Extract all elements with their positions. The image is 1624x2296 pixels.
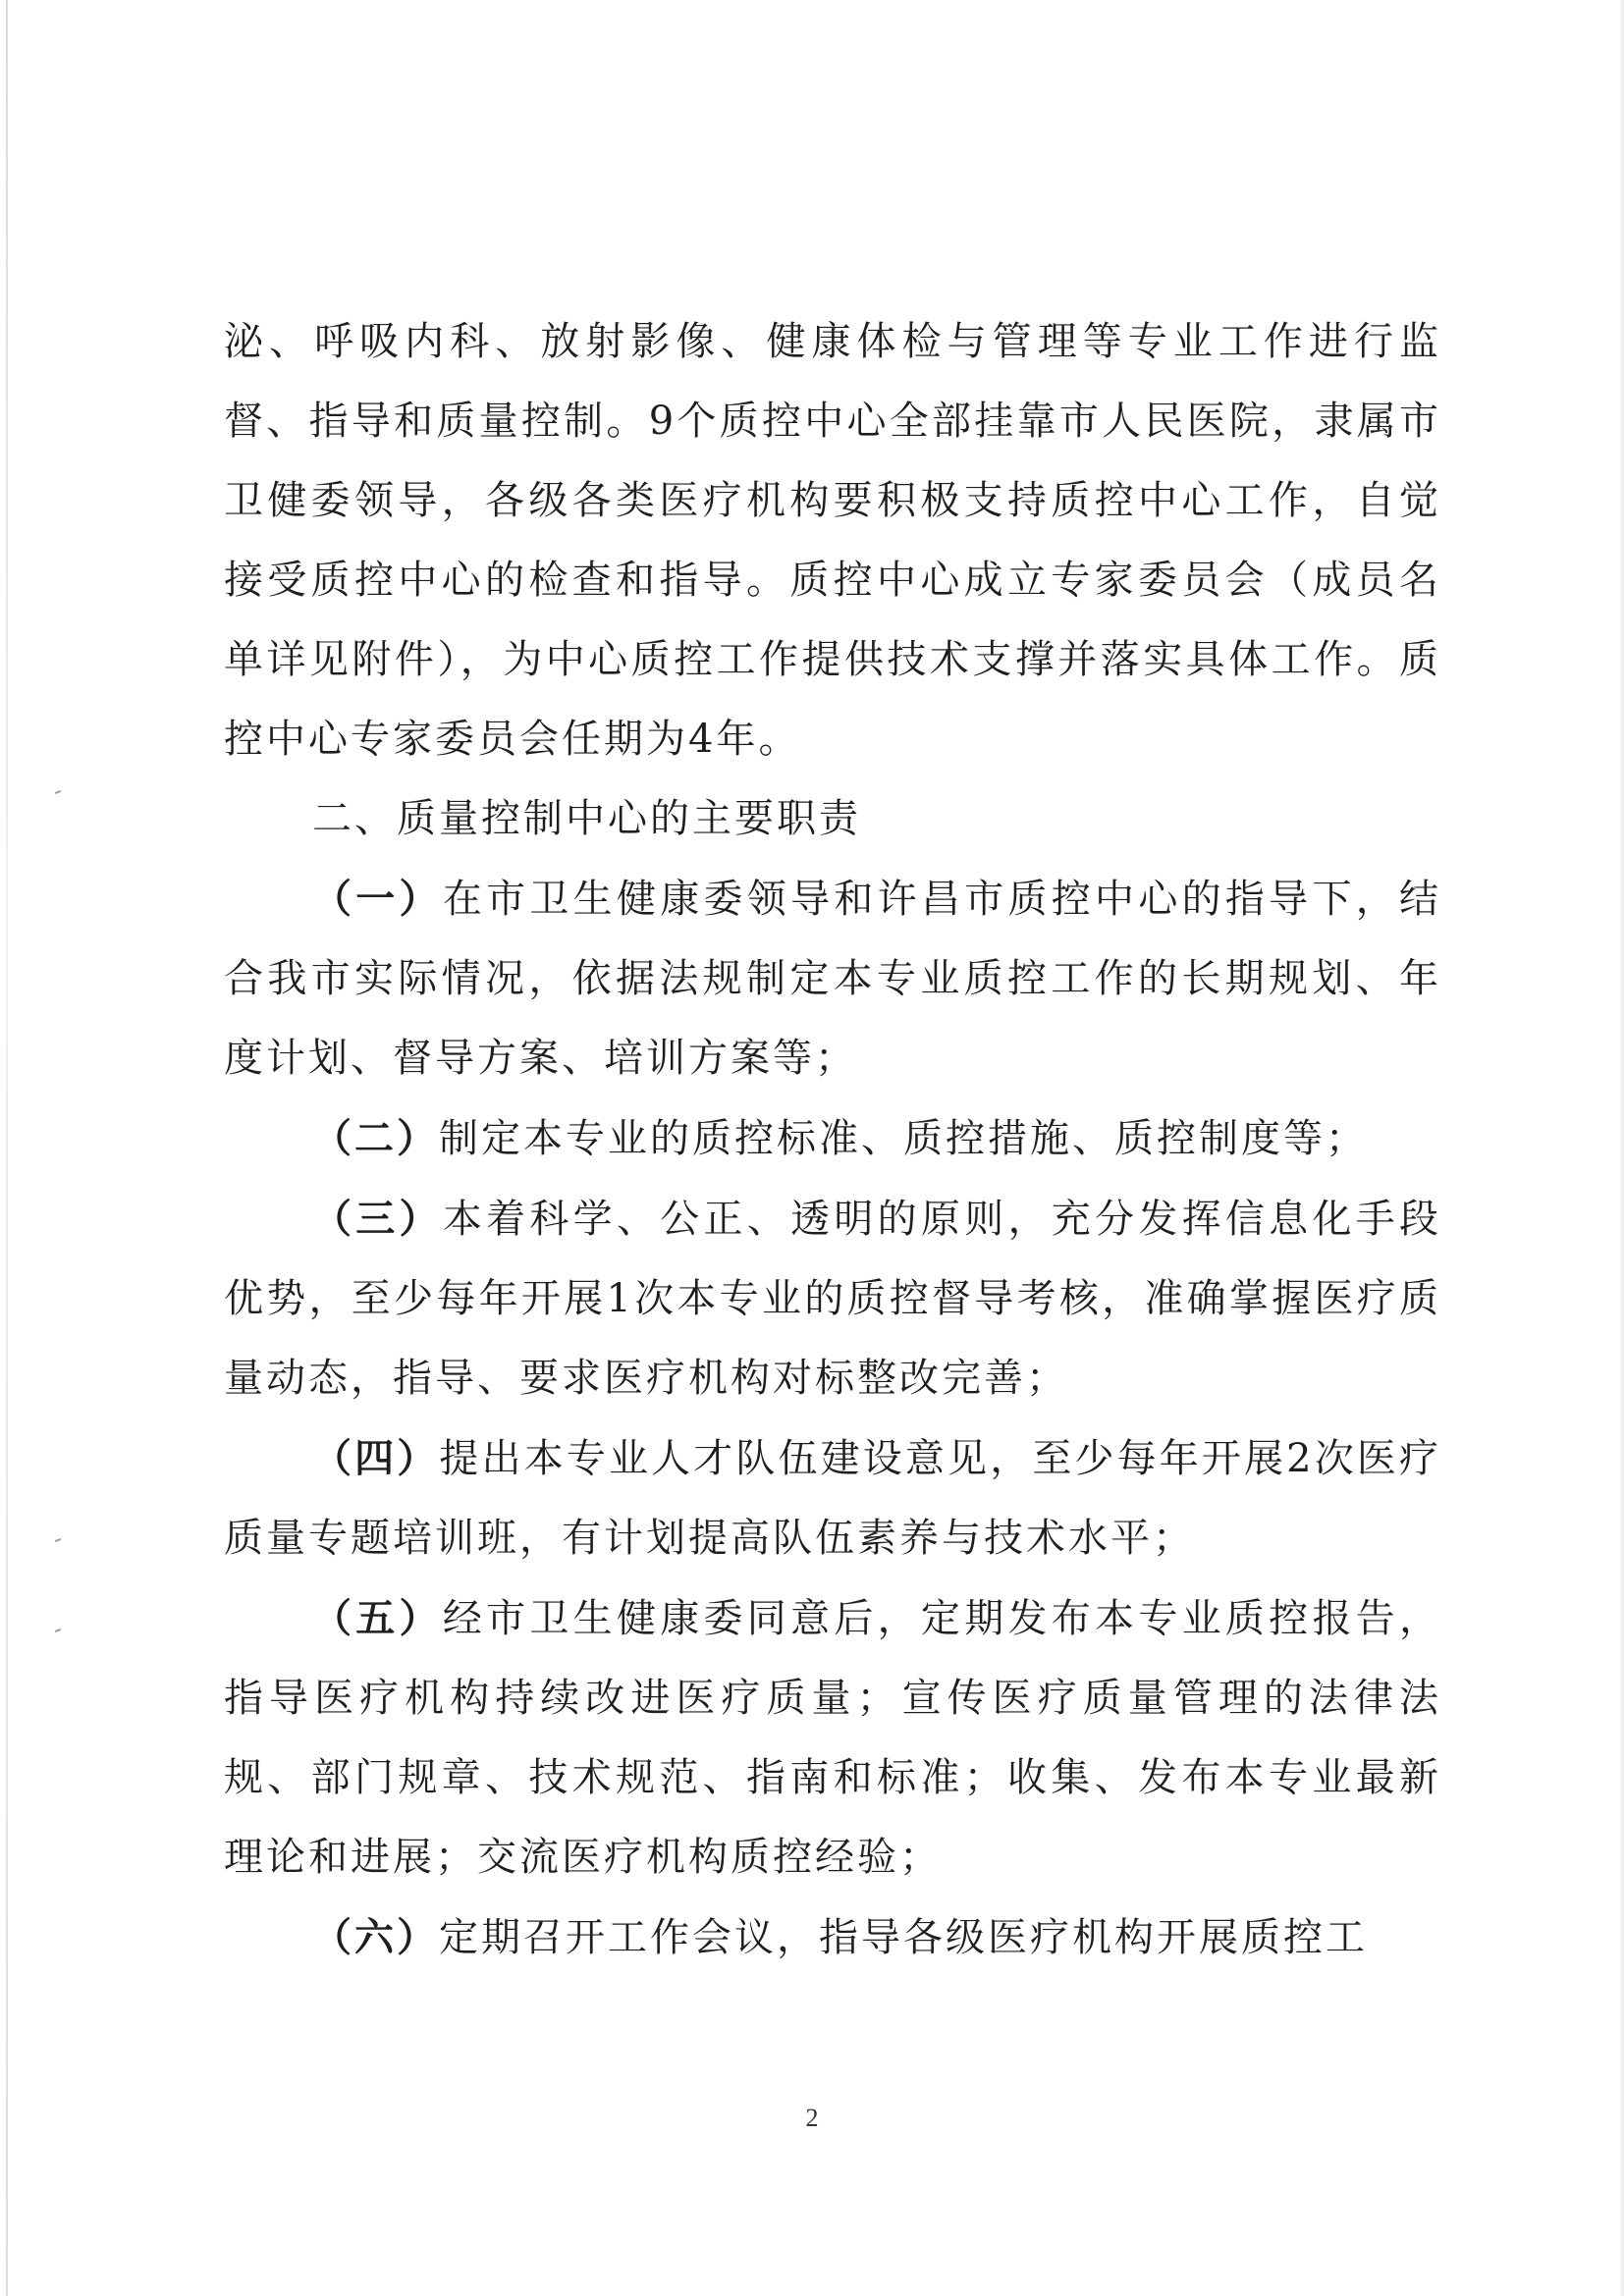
duty-item-text: 提出本专业人才队伍建设意见，至少每年开展2次医疗质量专题培训班，有计划提高队伍素养与技术水平； [224, 1436, 1442, 1561]
scan-speck [55, 1629, 61, 1632]
scan-speck [55, 1538, 61, 1542]
duty-item-label: （六） [312, 1914, 439, 1960]
duty-item-text: 在市卫生健康委领导和许昌市质控中心的指导下，结合我市实际情况，依据法规制定本专业质控工作的长期规划、年度计划、督导方案、培训方案等； [224, 877, 1442, 1081]
duty-item-5 [224, 1578, 1441, 1897]
duty-item-label: （五） [312, 1595, 443, 1641]
duty-item-text: 经市卫生健康委同意后，定期发布本专业质控报告，指导医疗机构持续改进医疗质量；宣传医疗质量管理的法律法规、部门规章、技术规范、指南和标准；收集、发布本专业最新理论和进展；交流医疗机构质控经验； [224, 1596, 1442, 1880]
scan-speck [55, 790, 61, 794]
page-number: 2 [805, 2104, 819, 2132]
duty-item-text: 定期召开工作会议，指导各级医疗机构开展质控工 [439, 1915, 1368, 1960]
duty-item-label: （四） [312, 1435, 440, 1481]
duty-item-label: （二） [312, 1115, 439, 1161]
duty-item-6 [224, 1897, 1441, 1978]
duty-item-1 [224, 859, 1441, 1098]
document-body [224, 302, 1441, 1978]
duty-item-2 [224, 1098, 1441, 1179]
duty-item-text: 制定本专业的质控标准、质控措施、质控制度等； [439, 1116, 1368, 1161]
duty-item-text: 本着科学、公正、透明的原则，充分发挥信息化手段优势，至少每年开展1次本专业的质控督导考核，准确掌握医疗质量动态，指导、要求医疗机构对标整改完善； [224, 1197, 1442, 1401]
scan-edge-left [6, 0, 8, 2296]
section-heading: 二、质量控制中心的主要职责 [312, 796, 861, 841]
duty-item-label: （一） [312, 876, 443, 922]
intro-paragraph: 泌、呼吸内科、放射影像、健康体检与管理等专业工作进行监督、指导和质量控制。9个质控中心全部挂靠市人民医院，隶属市卫健委领导，各级各类医疗机构要积极支持质控中心工作，自觉接受质控中心的检查和指导。质控中心成立专家委员会（成员名单详见附件），为中心质控工作提供技术支撑并落实具体工作。质控中心专家委员会任期为4年。 [224, 319, 1441, 762]
duty-item-label: （三） [312, 1196, 443, 1242]
duty-item-3 [224, 1179, 1441, 1418]
duty-item-4 [224, 1418, 1441, 1578]
